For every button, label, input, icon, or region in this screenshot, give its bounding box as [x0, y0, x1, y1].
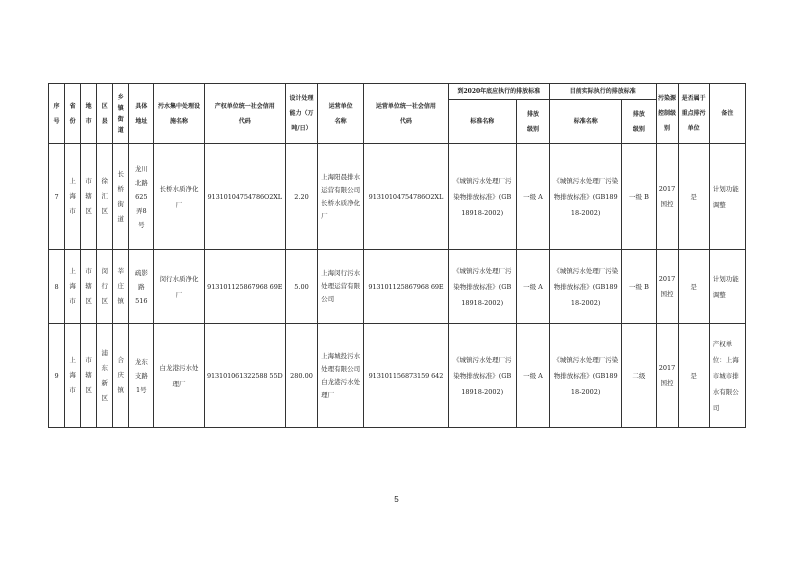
header-std-current-group: 目前实际执行的排放标准: [550, 84, 656, 100]
cell-control-level: 2017国控: [656, 324, 678, 428]
cell-no: 7: [49, 144, 65, 250]
cell-std-current-name: 《城镇污水处理厂污染物排放标准》(GB18918-2002): [550, 144, 622, 250]
cell-remarks: 产权单位：上海市城市排水有限公司: [709, 324, 745, 428]
cell-std-2020-level: 一级 A: [516, 250, 549, 324]
cell-district: 浦东新区: [97, 324, 113, 428]
cell-no: 8: [49, 250, 65, 324]
cell-address: 龙川北路625弄8号: [129, 144, 154, 250]
cell-control-level: 2017国控: [656, 144, 678, 250]
header-row-1: [49, 84, 746, 100]
cell-std-current-name: 《城镇污水处理厂污染物排放标准》(GB18918-2002): [550, 250, 622, 324]
cell-province: 上海市: [65, 250, 81, 324]
header-std-2020-level: 排放级别: [516, 100, 549, 144]
cell-town: 长桥街道: [113, 144, 129, 250]
cell-owner-code: 91310104754786O2XL: [204, 144, 285, 250]
cell-capacity: 5.00: [285, 250, 317, 324]
table-row: [49, 250, 746, 324]
cell-no: 9: [49, 324, 65, 428]
cell-owner-code: 913101061322588 55D: [204, 324, 285, 428]
cell-operator: 上海阳晨排水运营有限公司长桥水质净化厂: [318, 144, 364, 250]
cell-control-level: 2017国控: [656, 250, 678, 324]
cell-capacity: 280.00: [285, 324, 317, 428]
cell-remarks: 计划功能调整: [709, 250, 745, 324]
cell-operator-code: 913101125867968 69E: [364, 250, 448, 324]
cell-std-2020-name: 《城镇污水处理厂污染物排放标准》(GB18918-2002): [448, 324, 516, 428]
cell-town: 合庆镇: [113, 324, 129, 428]
header-std-current-level: 排放级别: [622, 100, 656, 144]
cell-owner-code: 913101125867968 69E: [204, 250, 285, 324]
cell-std-current-level: 一级 B: [622, 144, 656, 250]
header-city: 地市: [81, 84, 97, 144]
cell-std-current-level: 二级: [622, 324, 656, 428]
header-std-2020-name: 标准名称: [448, 100, 516, 144]
header-remarks: 备注: [709, 84, 745, 144]
table-row: [49, 144, 746, 250]
header-operator-code: 运营单位统一社会信用代码: [364, 84, 448, 144]
header-address: 具体地址: [129, 84, 154, 144]
cell-operator-code: 913101156873159 642: [364, 324, 448, 428]
cell-city: 市辖区: [81, 324, 97, 428]
cell-std-2020-level: 一级 A: [516, 144, 549, 250]
cell-city: 市辖区: [81, 144, 97, 250]
cell-operator: 上海闵行污水处理运营有限公司: [318, 250, 364, 324]
header-capacity: 设计处理能力（万吨/日）: [285, 84, 317, 144]
cell-address: 疏影路516: [129, 250, 154, 324]
table-row: [49, 324, 746, 428]
header-std-2020-group: 到2020年底应执行的排放标准: [448, 84, 549, 100]
cell-std-current-level: 一级 B: [622, 250, 656, 324]
header-town: 乡镇街道: [113, 84, 129, 144]
cell-city: 市辖区: [81, 250, 97, 324]
cell-capacity: 2.20: [285, 144, 317, 250]
cell-plant-name: 长桥水质净化厂: [154, 144, 204, 250]
cell-key-polluter: 是: [678, 250, 709, 324]
wastewater-plant-table: [48, 83, 746, 428]
page-number: 5: [394, 495, 399, 504]
cell-district: 闵行区: [97, 250, 113, 324]
cell-plant-name: 闵行水质净化厂: [154, 250, 204, 324]
cell-plant-name: 白龙港污水处理厂: [154, 324, 204, 428]
cell-province: 上海市: [65, 324, 81, 428]
cell-district: 徐汇区: [97, 144, 113, 250]
header-operator: 运营单位名称: [318, 84, 364, 144]
cell-address: 龙东支路1号: [129, 324, 154, 428]
cell-key-polluter: 是: [678, 324, 709, 428]
header-std-current-name: 标准名称: [550, 100, 622, 144]
cell-std-current-name: 《城镇污水处理厂污染物排放标准》(GB18918-2002): [550, 324, 622, 428]
header-no: 序号: [49, 84, 65, 144]
header-province: 省份: [65, 84, 81, 144]
header-key-polluter: 是否属于重点排污单位: [678, 84, 709, 144]
cell-key-polluter: 是: [678, 144, 709, 250]
cell-province: 上海市: [65, 144, 81, 250]
cell-std-2020-name: 《城镇污水处理厂污染物排放标准》(GB18918-2002): [448, 250, 516, 324]
cell-std-2020-level: 一级 A: [516, 324, 549, 428]
header-district: 区县: [97, 84, 113, 144]
header-control-level: 污染源控制级别: [656, 84, 678, 144]
cell-std-2020-name: 《城镇污水处理厂污染物排放标准》(GB18918-2002): [448, 144, 516, 250]
cell-town: 莘庄镇: [113, 250, 129, 324]
header-owner-code: 产权单位统一社会信用代码: [204, 84, 285, 144]
cell-operator-code: 91310104754786O2XL: [364, 144, 448, 250]
cell-operator: 上海城投污水处理有限公司白龙港污水处理厂: [318, 324, 364, 428]
header-plant-name: 污水集中处理设施名称: [154, 84, 204, 144]
cell-remarks: 计划功能调整: [709, 144, 745, 250]
